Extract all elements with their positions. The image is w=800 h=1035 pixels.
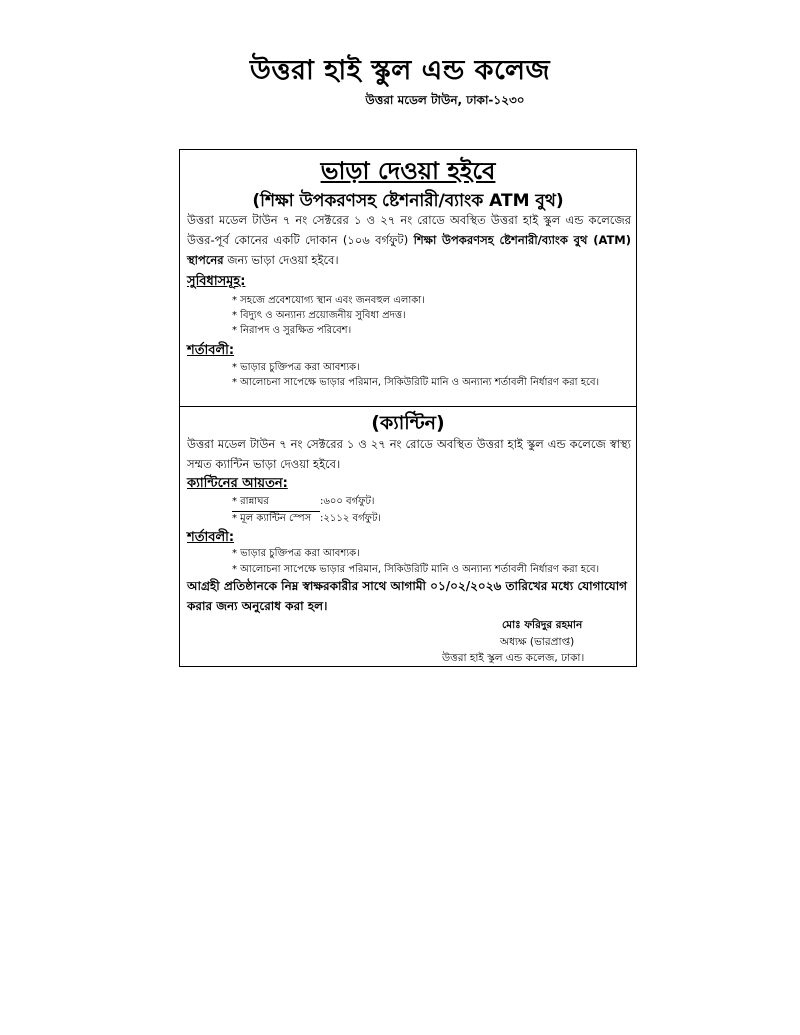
rent-conditions-label: শর্তাবলী:	[187, 343, 235, 358]
canteen-condition-item: * আলোচনা সাপেক্ষে ভাড়ার পরিমান, সিকিউরিটি মানি ও অন্যান্য শর্তাবলী নির্ধারণ করা হবে।	[232, 564, 600, 575]
rent-description-part2: জন্য ভাড়া দেওয়া হইবে।	[223, 253, 339, 267]
rent-description-bold: শিক্ষা উপকরণসহ ষ্টেশনারী/ব্যাংক বুথ (ATM) স্থাপনের	[187, 233, 631, 267]
rent-condition-item: * আলোচনা সাপেক্ষে ভাড়ার পরিমান, সিকিউরিটি মানি ও অন্যান্য শর্তাবলী নির্ধারণ করা হবে।	[232, 377, 600, 388]
canteen-heading: (ক্যান্টিন)	[371, 412, 445, 434]
signatory-institution: উত্তরা হাই স্কুল এন্ড কলেজ, ঢাকা।	[442, 652, 585, 664]
rent-heading: ভাড়া দেওয়া হইবে	[320, 157, 496, 185]
area-item-main-space	[232, 511, 381, 528]
rent-description-part1: উত্তরা মডেল টাউন ৭ নং সেক্টরের ১ ও ২৭ নং রোডে অবস্থিত উত্তরা হাই স্কুল এন্ড কলেজের উত্তর-পূর্ব কোনের একটি দোকান (১০৬ বর্গফুট)	[187, 213, 631, 247]
canteen-area-label: ক্যান্টিনের আয়তন:	[187, 476, 288, 491]
facilities-label: সুবিধাসমূহ:	[187, 274, 246, 289]
section-divider	[180, 406, 636, 407]
area-name: * রান্নাঘর	[232, 494, 320, 512]
rent-description	[187, 210, 631, 270]
facility-item: * বিদ্যুৎ ও অন্যান্য প্রয়োজনীয় সুবিধা প্রদত্ত।	[232, 310, 406, 321]
area-value: :৬০০ বর্গফুট।	[320, 496, 375, 507]
area-item-kitchen	[232, 494, 375, 512]
header-title: উত্তরা হাই স্কুল এন্ড কলেজ	[249, 55, 551, 86]
closing-request: আগ্রহী প্রতিষ্ঠানকে নিম্ন স্বাক্ষরকারীর সাথে আগামী ০১/০২/২০২৬ তারিখের মধ্যে যোগাযোগ করার জন্য অনুরোধ করা হল।	[187, 579, 628, 613]
area-value: :২১১২ বর্গফুট।	[320, 513, 381, 524]
header-address: উত্তরা মডেল টাউন, ঢাকা-১২৩০	[365, 93, 525, 107]
signatory-designation: অধ্যক্ষ (ভারপ্রাপ্ত)	[500, 636, 575, 648]
area-name: * মূল ক্যান্টিন স্পেস	[232, 513, 312, 524]
facility-item: * নিরাপদ ও সুরক্ষিত পরিবেশ।	[232, 325, 352, 336]
canteen-condition-item: * ভাড়ার চুক্তিপত্র করা আবশ্যক।	[232, 548, 360, 559]
canteen-conditions-label: শর্তাবলী:	[187, 530, 235, 545]
rent-subheading: (শিক্ষা উপকরণসহ ষ্টেশনারী/ব্যাংক ATM বুথ)	[252, 191, 564, 211]
facility-item: * সহজে প্রবেশযোগ্য স্থান এবং জনবহুল এলাকা।	[232, 295, 425, 306]
rent-condition-item: * ভাড়ার চুক্তিপত্র করা আবশ্যক।	[232, 362, 360, 373]
canteen-description: উত্তরা মডেল টাউন ৭ নং সেক্টরের ১ ও ২৭ নং রোডে অবস্থিত উত্তরা হাই স্কুল এন্ড কলেজে স্বাস্থ্য সম্মত ক্যান্টিন ভাড়া দেওয়া হইবে।	[187, 437, 631, 471]
signatory-name: মোঃ ফরিদুর রহমান	[502, 619, 583, 631]
notice-box	[179, 149, 637, 667]
